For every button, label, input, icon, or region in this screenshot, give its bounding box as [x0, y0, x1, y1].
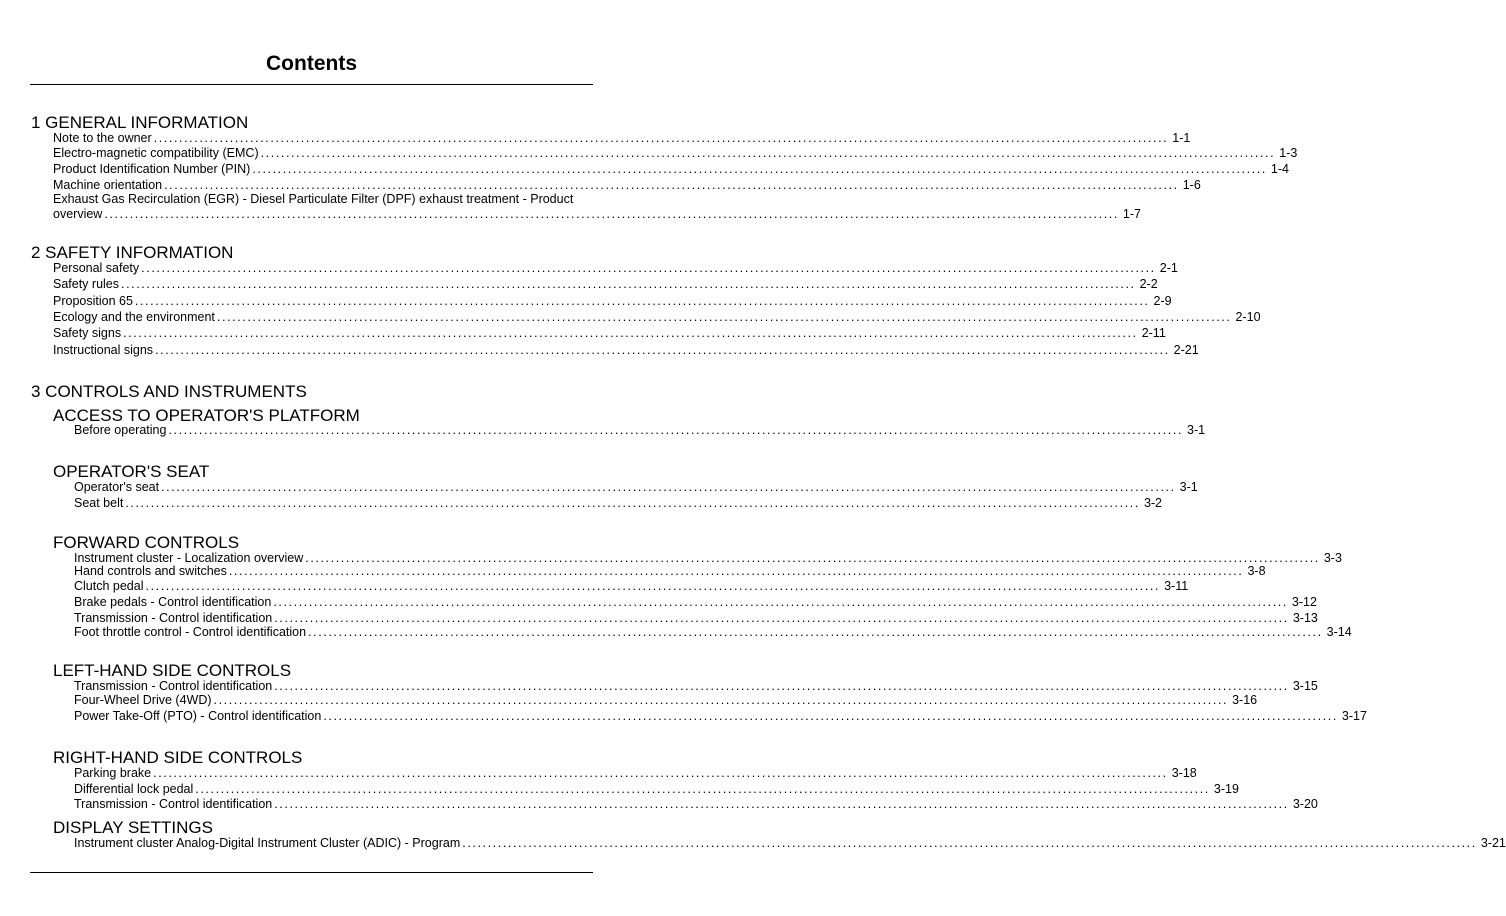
section-heading: 3 CONTROLS AND INSTRUMENTS [31, 382, 307, 401]
toc-entry-title: Foot throttle control - Control identification [74, 625, 307, 639]
toc-entry-title: Safety signs [53, 326, 122, 340]
toc-entry-title: Transmission - Control identification [74, 797, 273, 811]
toc-entry-page: 3-16 [1232, 693, 1258, 707]
toc-entry-page: 3-21 [1480, 836, 1506, 850]
toc-entry-title: Hand controls and switches [74, 564, 227, 578]
dot-leader: ........................................................................................................................................................................................................ [164, 178, 1179, 192]
toc-entry-page: 3-1 [1179, 480, 1198, 494]
toc-entry-title: Brake pedals - Control identification [74, 595, 272, 609]
dot-leader: ........................................................................................................................................................................................................ [153, 131, 1169, 145]
dot-leader: ........................................................................................................................................................................................................ [274, 797, 1289, 811]
toc-entry-page: 3-17 [1341, 709, 1367, 723]
toc-entry[interactable] [53, 162, 1289, 177]
toc-entry-title: Power Take-Off (PTO) - Control identification [74, 709, 322, 723]
section-heading: 1 GENERAL INFORMATION [31, 113, 249, 132]
toc-entry[interactable] [53, 294, 1172, 309]
page-title: Contents [266, 52, 357, 75]
toc-entry[interactable] [74, 579, 1189, 594]
toc-entry[interactable] [74, 797, 1318, 812]
toc-entry[interactable] [74, 766, 1197, 781]
dot-leader: ........................................................................................................................................................................................................ [228, 564, 1244, 578]
dot-leader: ........................................................................................................................................................................................................ [134, 294, 1150, 308]
toc-entry-page: 2-2 [1139, 277, 1158, 291]
toc-entry[interactable] [53, 343, 1199, 358]
toc-entry-title: Instrument cluster Analog-Digital Instrument Cluster (ADIC) - Program [74, 836, 461, 850]
subsection-heading: DISPLAY SETTINGS [53, 818, 213, 837]
toc-entry-page: 2-9 [1153, 294, 1172, 308]
toc-entry-page: 1-3 [1279, 146, 1298, 160]
toc-entry-page: 3-19 [1213, 782, 1239, 796]
toc-entry-title: Transmission - Control identification [74, 611, 273, 625]
dot-leader: ........................................................................................................................................................................................................ [153, 766, 1168, 780]
toc-entry-page: 3-11 [1164, 579, 1189, 593]
toc-entry-page: 2-11 [1141, 326, 1166, 340]
toc-entry-title: Product Identification Number (PIN) [53, 162, 251, 176]
subsection-heading: RIGHT-HAND SIDE CONTROLS [53, 748, 303, 767]
top-rule [30, 84, 593, 85]
dot-leader: ........................................................................................................................................................................................................ [195, 782, 1210, 796]
dot-leader: ........................................................................................................................................................................................................ [141, 261, 1156, 275]
toc-entry[interactable] [74, 595, 1317, 610]
toc-entry-title: Seat belt [74, 496, 124, 510]
toc-entry[interactable] [53, 261, 1178, 276]
toc-entry[interactable] [74, 564, 1266, 579]
dot-leader: ........................................................................................................................................................................................................ [308, 625, 1323, 639]
toc-entry-page: 3-18 [1171, 766, 1197, 780]
toc-entry-page: 3-13 [1292, 611, 1318, 625]
dot-leader: ........................................................................................................................................................................................................ [274, 611, 1289, 625]
toc-entry-page: 2-1 [1159, 261, 1178, 275]
toc-entry-title: Electro-magnetic compatibility (EMC) [53, 146, 259, 160]
dot-leader: ........................................................................................................................................................................................................ [252, 162, 1267, 176]
toc-entry[interactable] [53, 207, 1141, 222]
dot-leader: ........................................................................................................................................................................................................ [323, 709, 1338, 723]
dot-leader: ........................................................................................................................................................................................................ [161, 480, 1176, 494]
toc-entry-title: Note to the owner [53, 131, 152, 145]
toc-entry[interactable] [74, 836, 1506, 851]
dot-leader: ........................................................................................................................................................................................................ [273, 595, 1288, 609]
toc-entry-page: 1-6 [1182, 178, 1201, 192]
subsection-heading: ACCESS TO OPERATOR'S PLATFORM [53, 406, 360, 425]
toc-entry-title: Instructional signs [53, 343, 154, 357]
toc-entry-page: 3-20 [1292, 797, 1318, 811]
toc-entry-title-line1[interactable]: Exhaust Gas Recirculation (EGR) - Diesel Particulate Filter (DPF) exhaust treatment - Product [53, 192, 574, 206]
toc-entry-title: Clutch pedal [74, 579, 144, 593]
dot-leader: ........................................................................................................................................................................................................ [462, 836, 1477, 850]
toc-entry-title: Four-Wheel Drive (4WD) [74, 693, 212, 707]
toc-entry-title: Parking brake [74, 766, 152, 780]
dot-leader: ........................................................................................................................................................................................................ [155, 343, 1170, 357]
toc-entry-page: 1-1 [1172, 131, 1191, 145]
toc-entry-title-line2: overview [53, 207, 103, 221]
toc-entry[interactable] [74, 679, 1318, 694]
toc-entry-page: 1-7 [1122, 207, 1141, 221]
dot-leader: ........................................................................................................................................................................................................ [274, 679, 1289, 693]
toc-entry-page: 3-1 [1187, 423, 1206, 437]
subsection-heading: FORWARD CONTROLS [53, 533, 240, 552]
dot-leader: ........................................................................................................................................................................................................ [121, 277, 1136, 291]
dot-leader: ........................................................................................................................................................................................................ [123, 326, 1138, 340]
toc-entry-page: 3-2 [1143, 496, 1163, 510]
toc-entry-title: Proposition 65 [53, 294, 133, 308]
toc-entry[interactable] [53, 326, 1166, 341]
dot-leader: ........................................................................................................................................................................................................ [305, 551, 1320, 565]
toc-entry-title: Safety rules [53, 277, 120, 291]
toc-entry[interactable] [74, 782, 1239, 797]
toc-entry[interactable] [53, 131, 1191, 146]
toc-entry[interactable] [53, 277, 1158, 292]
toc-entry[interactable] [53, 310, 1261, 325]
toc-entry-title: Machine orientation [53, 178, 163, 192]
toc-entry-title: Operator's seat [74, 480, 160, 494]
toc-entry-page: 3-8 [1247, 564, 1266, 578]
dot-leader: ........................................................................................................................................................................................................ [168, 423, 1184, 437]
toc-entry-page: 3-12 [1291, 595, 1317, 609]
toc-entry-page: 1-4 [1270, 162, 1289, 176]
dot-leader: ........................................................................................................................................................................................................ [145, 579, 1161, 593]
toc-entry[interactable] [74, 496, 1163, 511]
toc-entry[interactable] [74, 693, 1258, 708]
dot-leader: ........................................................................................................................................................................................................ [216, 310, 1232, 324]
toc-entry[interactable] [74, 423, 1206, 438]
toc-entry[interactable] [74, 611, 1318, 626]
toc-entry[interactable] [74, 709, 1367, 724]
bottom-rule [30, 872, 593, 873]
section-heading: 2 SAFETY INFORMATION [31, 243, 234, 262]
subsection-heading: OPERATOR'S SEAT [53, 462, 210, 481]
toc-entry-title: Instrument cluster - Localization overview [74, 551, 304, 565]
toc-entry[interactable] [53, 178, 1201, 193]
subsection-heading: LEFT-HAND SIDE CONTROLS [53, 661, 292, 680]
toc-entry-page: 2-21 [1173, 343, 1199, 357]
toc-entry[interactable] [53, 146, 1298, 161]
toc-entry-page: 3-15 [1292, 679, 1318, 693]
toc-entry-title: Before operating [74, 423, 167, 437]
toc-entry-page: 2-10 [1235, 310, 1261, 324]
toc-entry-title: Ecology and the environment [53, 310, 215, 324]
dot-leader: ........................................................................................................................................................................................................ [104, 207, 1119, 221]
toc-entry-page: 3-14 [1326, 625, 1352, 639]
toc-entry-title: Differential lock pedal [74, 782, 194, 796]
toc-entry-title: Personal safety [53, 261, 140, 275]
toc-entry[interactable] [74, 625, 1352, 640]
toc-entry[interactable] [74, 480, 1198, 495]
dot-leader: ........................................................................................................................................................................................................ [260, 146, 1276, 160]
toc-entry-title: Transmission - Control identification [74, 679, 273, 693]
toc-entry-page: 3-3 [1323, 551, 1342, 565]
dot-leader: ........................................................................................................................................................................................................ [125, 496, 1140, 510]
dot-leader: ........................................................................................................................................................................................................ [213, 693, 1229, 707]
